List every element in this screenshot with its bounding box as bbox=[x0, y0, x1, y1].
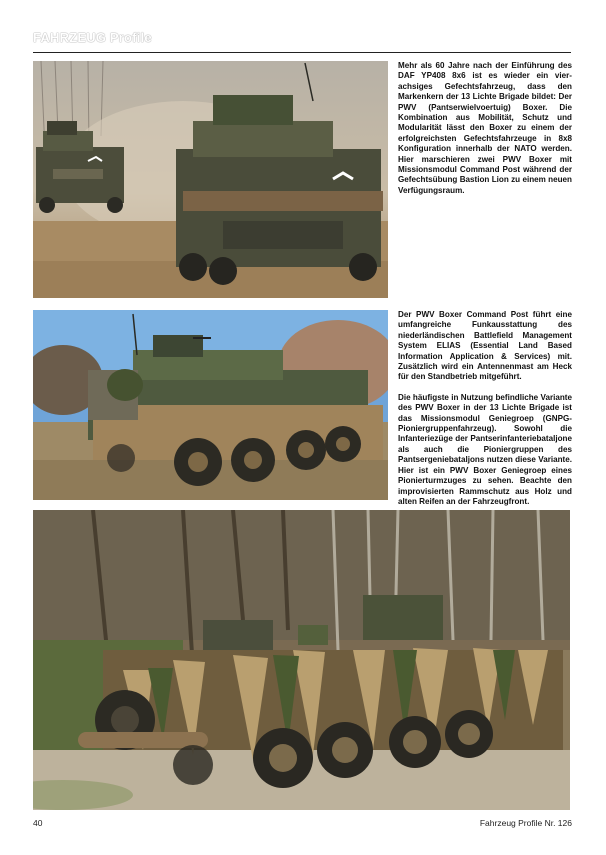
caption-paragraph: Der PWV Boxer Command Post führt eine umfangreiche Funkausstattung des niederländischen Battlefield Management System ELIAS (Essential Land Based Information Application & Services) mit. Zusätzlich wird ein Antennenmast am Heck für den Standbetrieb mitgeführt. bbox=[398, 310, 572, 382]
caption-paragraph: Die häufigste in Nutzung befindliche Variante des PWV Boxer in der 13 Lichte Brigade ist das Missionsmodul Geniegroep (GNPG-Pioniergruppenfahrzeug). Sowohl die Infanteriezüge der Pantserinfanteriebataljone als auch die Pioniergruppen des Pantsergeniebataljons nutzen diese Variante. Hier ist ein PWV Boxer Geniegroep eines Pionierturmzuges zu sehen. Beachte den improvisierten Rammschutz aus Holz und alten Reifen an der Fahrzeugfront. bbox=[398, 392, 572, 506]
header-divider bbox=[33, 52, 571, 53]
photo-two-boxers-dusty-trail bbox=[33, 61, 388, 298]
caption-elias-and-geniegroep bbox=[398, 310, 572, 507]
page-number: 40 bbox=[33, 818, 43, 828]
magazine-issue: Fahrzeug Profile Nr. 126 bbox=[479, 818, 572, 828]
magazine-header-title: FAHRZEUG Profile bbox=[33, 30, 152, 45]
caption-command-post-march bbox=[398, 61, 572, 196]
caption-paragraph: Mehr als 60 Jahre nach der Einführung des DAF YP408 8x6 ist es wieder ein vier-achsiges Gefechtsfahrzeug, dass den Markenkern der 13 Lichte Brigade bildet: Der PWV (Pantserwielvoertuig) Boxer. Die Kombination aus Mobilität, Schutz und Modularität lässt den Boxer zu einem der erfolgreichsten Gefechtsfahrzeuge in 8x8 Konfiguration innerhalb der NATO werden. Hier marschieren zwei PWV Boxer mit Missionsmodul Command Post während der Gefechtsübung Bastion Lion zu einem neuen Verfügungsraum. bbox=[398, 61, 572, 195]
photo-boxer-command-post-field bbox=[33, 310, 388, 500]
photo-boxer-geniegroep-forest bbox=[33, 510, 570, 810]
